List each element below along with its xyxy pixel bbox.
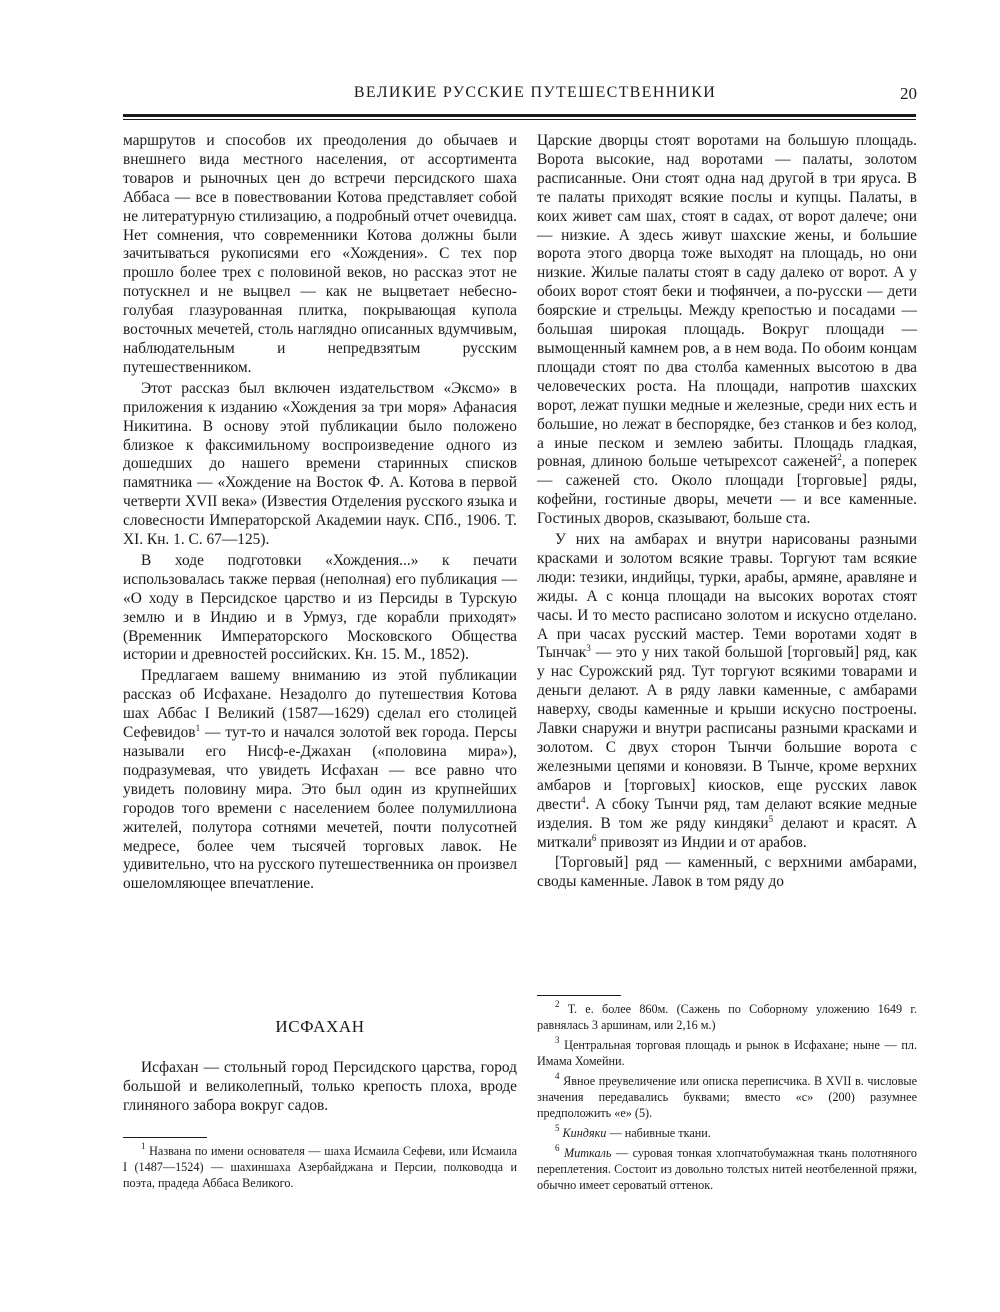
running-title: ВЕЛИКИЕ РУССКИЕ ПУТЕШЕСТВЕННИКИ xyxy=(353,84,717,101)
footnote-4 xyxy=(537,1073,917,1121)
section-body xyxy=(123,1059,517,1116)
paragraph: Этот рассказ был включен издательством «Эксмо» в приложения к изданию «Хождения за три моря» Афанасия Никитина. В основу этой публикации было положено близкое к факсимильному воспроизведение одного из дошедших до нашего времени старинных списков памятника — «Хождение на Восток Ф. А. Котова в первой четверти XVII века» (Известия Отделения русского языка и словесности Императорской Академии наук. СПб., 1906. Т. XI. Кн. 1. С. 67—125). xyxy=(123,379,517,549)
footnote-ref-2[interactable]: 2 xyxy=(837,452,842,463)
text-run: , а поперек — саженей сто. Около площади [торговые] ряды, кофейни, гостиные дворы, мечети — и все каменные. Гостиных дворов, сказывают, больше ста. xyxy=(537,453,917,528)
text-run: . А сбоку Тынчи ряд, там делают всякие медные изделия. В том же ряду киндяки xyxy=(537,795,917,832)
footnote-term: Миткаль xyxy=(564,1146,612,1160)
footnote-ref-3[interactable]: 3 xyxy=(586,643,591,654)
footnote-rule-right xyxy=(537,995,621,996)
text-run: делают и красят. А миткали xyxy=(537,814,918,851)
footnote-ref-1[interactable]: 1 xyxy=(195,723,201,734)
header-rule-thick xyxy=(123,114,916,117)
footnote-text: — суровая тонкая хлопчатобумажная ткань полотняного переплетения. Состоит из довольно толстых нитей неотбеленной пряжи, обычно имеет сероватый оттенок. xyxy=(537,1146,918,1192)
footnote-number: 2 xyxy=(555,999,560,1009)
footnote-6 xyxy=(537,1145,917,1193)
right-column xyxy=(537,132,917,892)
footnote-text: Центральная торговая площадь и рынок в Исфахане; ныне — пл. Имама Хомейни. xyxy=(537,1038,918,1068)
paragraph: маршрутов и способов их преодоления до обычаев и внешнего вида местного населения, от ассортимента товаров и рыночных цен до встречи персидского шаха Аббаса — все в повествовании Котова представляет собой не литературную стилизацию, а подробный отчет очевидца. Нет сомнения, что современники Котова должны были зачитываться рукописями его «Хождения». С тех пор прошло более трех с половиной веков, но рассказ этот не потускнел и не выцвел — как не выцветает небесно-голубая глазурованная плитка, покрывающая купола восточных мечетей, столь наглядно описанных вдумчивым, наблюдательным и непредвзятым русским путешественником. xyxy=(123,132,517,376)
footnote-ref-5[interactable]: 5 xyxy=(768,813,774,824)
text-run: У них на амбарах и внутри нарисованы разными красками и золотом всякие травы. Торгуют там всякие люди: тезики, индийцы, турки, арабы, армяне, аравляне и жиды. А с конца площади на высоких воротах стоят часы. И то место расписано золотом и искусно отделано. А при часах русский мастер. Теми воротами ходят в Тынчак xyxy=(537,531,917,662)
footnote-term: Киндяки xyxy=(562,1126,607,1140)
text-run: Царские дворцы стоят воротами на большую площадь. Ворота высокие, над воротами — палаты, золотом расписанные. Они стоят одна над другой в три яруса. В те палаты приходят всякие послы и купцы. Палаты, в коих живет сам шах, стоят в садах, от ворот далече; они — низкие. А здесь живут шахские жены, и большие ворота этого дворца тоже выходят на площадь, но они низкие. Жилые палаты стоят в саду далеко от ворот. А у обоих ворот стоят беки и тюфянчеи, а по-русски — дети боярские и стрельцы. Между крепостью и посадами — большая широкая площадь. Вокруг площади — вымощенный камнем ров, а в нем вода. По обоим концам площади стоят по два столба каменных высотою в два человеческих роста. На площади, напротив шахских ворот, лежат пушки медные и железные, среди них есть и большие, но лежат в беспорядке, без станков и без колод, а иные песком и землею забиты. Площадь гладкая, ровная, длиною больше четырехсот саженей xyxy=(537,132,917,471)
footnote-number: 4 xyxy=(555,1071,560,1081)
footnote-5 xyxy=(537,1125,917,1141)
page-number: 20 xyxy=(900,84,917,103)
footnote-number: 1 xyxy=(141,1141,146,1151)
running-header xyxy=(123,84,917,108)
paragraph xyxy=(537,531,917,852)
paragraph: [Торговый] ряд — каменный, с верхними амбарами, своды каменные. Лавок в том ряду до xyxy=(537,854,917,891)
section-title: ИСФАХАН xyxy=(275,1017,365,1036)
footnote-3 xyxy=(537,1037,917,1069)
text-run: — это у них такой большой [торговый] ряд, как у нас Сурожский ряд. Тут торгуют всякими товарами и деньги делают. А в ряду лавки каменные, с амбарами наверху, своды каменные и крыши искусно построены. Лавки снаружи и внутри расписаны разными красками и золотом. С двух сторон Тынчи большие ворота с железными цепями и коновязи. В Тынче, кроме верхних амбаров и [торговых] киосков, еще русских лавок двести xyxy=(537,644,917,813)
text-run: привозят из Индии и от арабов. xyxy=(596,833,807,851)
text-run: Предлагаем вашему вниманию из этой публикации рассказ об Исфахане. Незадолго до путешествия Котова шах Аббас I Великий (1587—1629) сделал его столицей Сефевидов xyxy=(123,667,517,742)
footnote-text: — набивные ткани. xyxy=(606,1126,711,1140)
footnotes-right xyxy=(537,1001,917,1197)
footnote-number: 6 xyxy=(555,1143,560,1153)
footnote-text: Явное преувеличение или описка переписчика. В XVII в. числовые значения передавались буквами; вместо «с» (200) разумнее предположить «е» (5). xyxy=(537,1074,917,1120)
footnote-number: 3 xyxy=(555,1035,560,1045)
footnote-text: Т. е. более 860м. (Сажень по Соборному уложению 1649 г. равнялась 3 аршинам, или 2,16 м.) xyxy=(537,1002,917,1032)
text-run: — тут-то и начался золотой век города. Персы называли его Нисф-е-Джахан («половина мира»), подразумевая, что увидеть Исфахан — все равно что увидеть половину мира. Это был один из крупнейших городов того времени с населением более полумиллиона жителей, полутора сотнями мечетей, почти полусотней медресе, более чем тысячей торговых лавок. Не удивительно, что на русского путешественника он произвел ошеломляющее впечатление. xyxy=(123,724,517,893)
footnote-rule-left xyxy=(123,1137,207,1138)
left-column xyxy=(123,132,517,894)
footnote-1 xyxy=(123,1143,517,1191)
footnote-number: 5 xyxy=(555,1123,560,1133)
footnote-ref-4[interactable]: 4 xyxy=(581,794,586,805)
footnote-text: Названа по имени основателя — шаха Исмаила Сефеви, или Исмаила I (1487—1524) — шахиншаха Азербайджана и Персии, полководца и поэта, прадеда Аббаса Великого. xyxy=(123,1144,517,1190)
header-rule-thin xyxy=(123,119,916,120)
paragraph xyxy=(537,132,917,529)
paragraph xyxy=(123,667,517,894)
footnote-ref-6[interactable]: 6 xyxy=(591,832,597,843)
footnote-2 xyxy=(537,1001,917,1033)
footnotes-left xyxy=(123,1143,517,1195)
paragraph: Исфахан — стольный город Персидского царства, город большой и великолепный, только крепость плоха, вроде глиняного забора вокруг садов. xyxy=(123,1059,517,1114)
paragraph: В ходе подготовки «Хождения...» к печати использовалась также первая (неполная) его публикация — «О ходу в Персидское царство и из Персиды в Турскую землю и в Индию и в Урмуз, где корабли приходят» (Временник Императорского Московского Общества истории и древностей российских. Кн. 15. М., 1852). xyxy=(123,551,517,664)
